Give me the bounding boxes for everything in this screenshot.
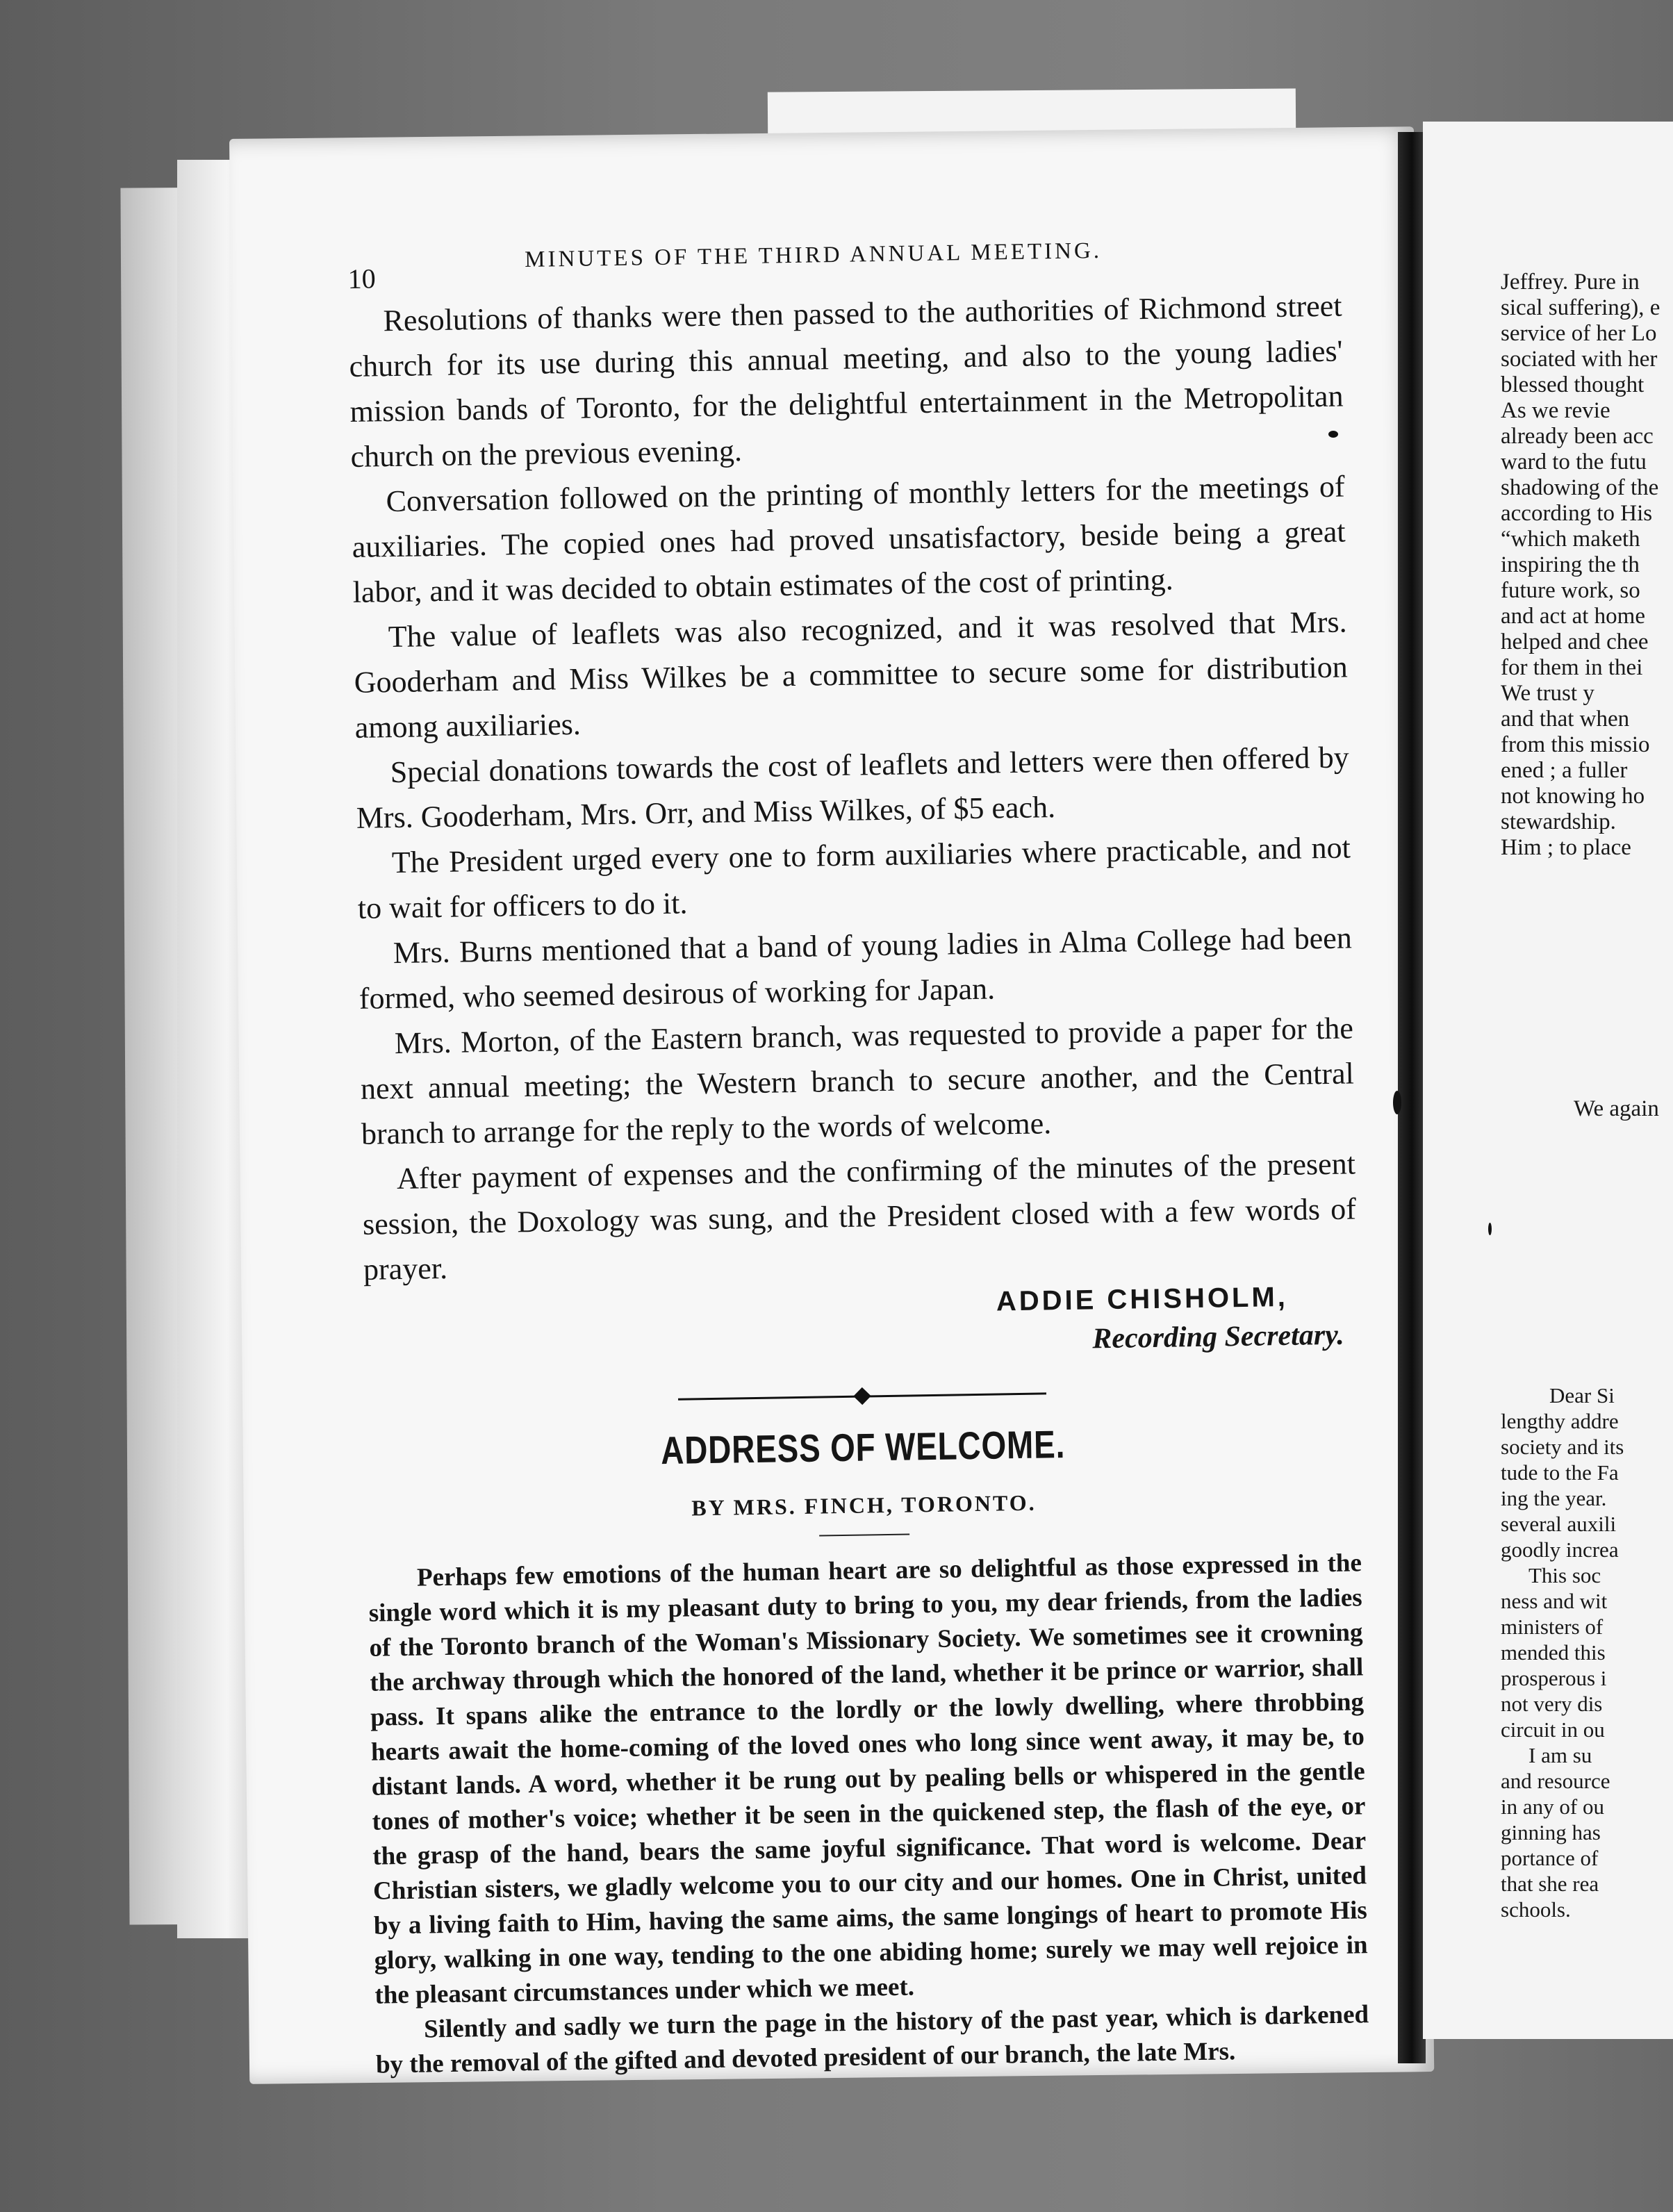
paragraph: Conversation followed on the printing of monthly letters for the meetings of auxiliaries. The copied ones had proved unsatisfactory, beside being a great labor, and it was decided to obtain estimates of the cost of printing. bbox=[352, 469, 1346, 609]
right-line: stewardship. bbox=[1501, 809, 1616, 834]
right-line: blessed thought bbox=[1501, 372, 1645, 397]
right-line: society and its bbox=[1501, 1435, 1624, 1459]
right-line: and that when bbox=[1501, 707, 1630, 732]
right-line: “which maketh bbox=[1501, 527, 1640, 552]
paragraph: Mrs. Burns mentioned that a band of young ladies in Alma College had been formed, who seemed desirous of working for Japan. bbox=[358, 921, 1353, 1016]
right-line: ness and wit bbox=[1501, 1589, 1608, 1613]
scan-speck bbox=[1328, 431, 1338, 438]
right-line: tude to the Fa bbox=[1501, 1460, 1619, 1485]
right-line: I am su bbox=[1528, 1743, 1592, 1767]
book-gutter bbox=[1398, 132, 1426, 2063]
paragraph: Special donations towards the cost of leaflets and letters were then offered by Mrs. Gooderham, Mrs. Orr, and Miss Wilkes, of $5 each. bbox=[356, 740, 1350, 835]
paragraph: Mrs. Morton, of the Eastern branch, was requested to provide a paper for the next annual meeting; the Western branch to secure another, and the Central branch to arrange for the reply to the words of welcome. bbox=[360, 1011, 1355, 1151]
left-page-content bbox=[347, 235, 1369, 2083]
right-line: and resource bbox=[1501, 1769, 1610, 1793]
right-line: ward to the futu bbox=[1501, 449, 1647, 474]
right-line: ing the year. bbox=[1501, 1486, 1607, 1510]
right-line: portance of bbox=[1501, 1846, 1599, 1870]
right-line: lengthy addre bbox=[1501, 1409, 1619, 1433]
byline-rule bbox=[819, 1534, 909, 1537]
ornament-line-right bbox=[866, 1392, 1046, 1397]
paragraph: After payment of expenses and the confirming of the minutes of the present session, the Doxology was sung, and the President closed with a few words of prayer. bbox=[362, 1146, 1357, 1287]
right-line: Jeffrey. Pure in bbox=[1501, 270, 1640, 295]
right-line: ginning has bbox=[1501, 1820, 1601, 1844]
scan-speck bbox=[1488, 1223, 1492, 1235]
section-title: ADDRESS OF WELCOME. bbox=[660, 1422, 1066, 1473]
right-line: inspiring the th bbox=[1501, 552, 1640, 577]
right-line: sical suffering), e bbox=[1501, 295, 1660, 320]
right-line: not knowing ho bbox=[1501, 784, 1645, 809]
right-line: according to His bbox=[1501, 501, 1653, 526]
scan-speck bbox=[1393, 1091, 1401, 1114]
right-page-column-upper bbox=[1501, 270, 1673, 861]
right-line: shadowing of the bbox=[1501, 475, 1659, 500]
right-line: for them in thei bbox=[1501, 655, 1643, 680]
running-head: MINUTES OF THE THIRD ANNUAL MEETING. bbox=[524, 238, 1103, 272]
paragraph: The value of leaflets was also recognized, and it was resolved that Mrs. Gooderham and Miss Wilkes be a committee to secure some for distribution among auxiliaries. bbox=[354, 604, 1348, 745]
right-line: ministers of bbox=[1501, 1615, 1604, 1639]
right-line: We again bbox=[1574, 1096, 1659, 1121]
right-line: that she rea bbox=[1501, 1872, 1599, 1896]
right-line: from this missio bbox=[1501, 732, 1650, 757]
right-page-mid-line bbox=[1574, 1096, 1673, 1122]
right-line: sociated with her bbox=[1501, 347, 1658, 372]
right-line: not very dis bbox=[1501, 1692, 1603, 1716]
right-page-column-lower bbox=[1501, 1382, 1673, 1922]
right-line: service of her Lo bbox=[1501, 321, 1657, 346]
paper-flap bbox=[768, 88, 1296, 133]
signature-title: Recording Secretary. bbox=[1091, 1319, 1345, 1355]
signature-block bbox=[364, 1276, 1359, 1369]
signature-name: ADDIE CHISHOLM, bbox=[996, 1281, 1289, 1317]
right-line: Dear Si bbox=[1549, 1383, 1615, 1408]
right-line: circuit in ou bbox=[1501, 1717, 1605, 1742]
paragraph: The President urged every one to form auxiliaries where practicable, and not to wait for officers to do it. bbox=[357, 830, 1351, 925]
right-line: mended this bbox=[1501, 1640, 1606, 1665]
byline: BY MRS. FINCH, TORONTO. bbox=[691, 1489, 1037, 1521]
right-line: in any of ou bbox=[1501, 1794, 1604, 1819]
right-line: several auxili bbox=[1501, 1512, 1617, 1536]
right-line: future work, so bbox=[1501, 578, 1640, 603]
page-number: 10 bbox=[347, 263, 377, 295]
section-ornament bbox=[365, 1382, 1359, 1410]
right-line: goodly increa bbox=[1501, 1537, 1619, 1562]
right-line: schools. bbox=[1501, 1897, 1571, 1922]
right-line: We trust y bbox=[1501, 681, 1594, 706]
right-line: and act at home bbox=[1501, 604, 1645, 629]
right-line: Him ; to place bbox=[1501, 835, 1631, 860]
right-line: This soc bbox=[1528, 1563, 1601, 1587]
right-line: As we revie bbox=[1501, 398, 1610, 423]
address-paragraph: Perhaps few emotions of the human heart are so delightful as those expressed in the single word which it is my pleasant duty to bring to you, my dear friends, from the ladies of the Toronto branch of the Woman's Missionary Society. We sometimes see it crowning the archway through which the honored of the land, whether it be prince or warrior, shall pass. It spans alike the entrance to the lordly or the lowly dwelling, where throbbing hearts await the home-coming of the loved ones who long since went away, it may be, to distant lands. A word, whether it be rung out by pealing bells or whispered in the gentle tones of mother's voice; whether it be seen in the quickened step, the flash of the eye, or the grasp of the hand, bears the same joyful significance. That word is welcome. Dear Christian sisters, we gladly welcome you to our city and our homes. One in Christ, united by a living faith to Him, having the same aims, the same longings of heart to promote His glory, walking in one way, tending to the one abiding home; surely we may well rejoice in the pleasant circumstances under which we meet. bbox=[368, 1549, 1368, 2011]
paragraph: Resolutions of thanks were then passed to the authorities of Richmond street church for its use during this annual meeting, and also to the young ladies' mission bands of Toronto, for the delightful entertainment in the Metropolitan church on the previous evening. bbox=[349, 288, 1344, 474]
right-line: already been acc bbox=[1501, 424, 1654, 449]
address-paragraph: Silently and sadly we turn the page in the history of the past year, which is darkened by the removal of the gifted and devoted president of our branch, the late Mrs. bbox=[375, 2000, 1369, 2080]
right-line: helped and chee bbox=[1501, 629, 1649, 654]
right-line: ened ; a fuller bbox=[1501, 758, 1628, 783]
right-line: prosperous i bbox=[1501, 1666, 1607, 1690]
ornament-diamond bbox=[853, 1387, 871, 1405]
ornament-line-left bbox=[678, 1395, 859, 1400]
